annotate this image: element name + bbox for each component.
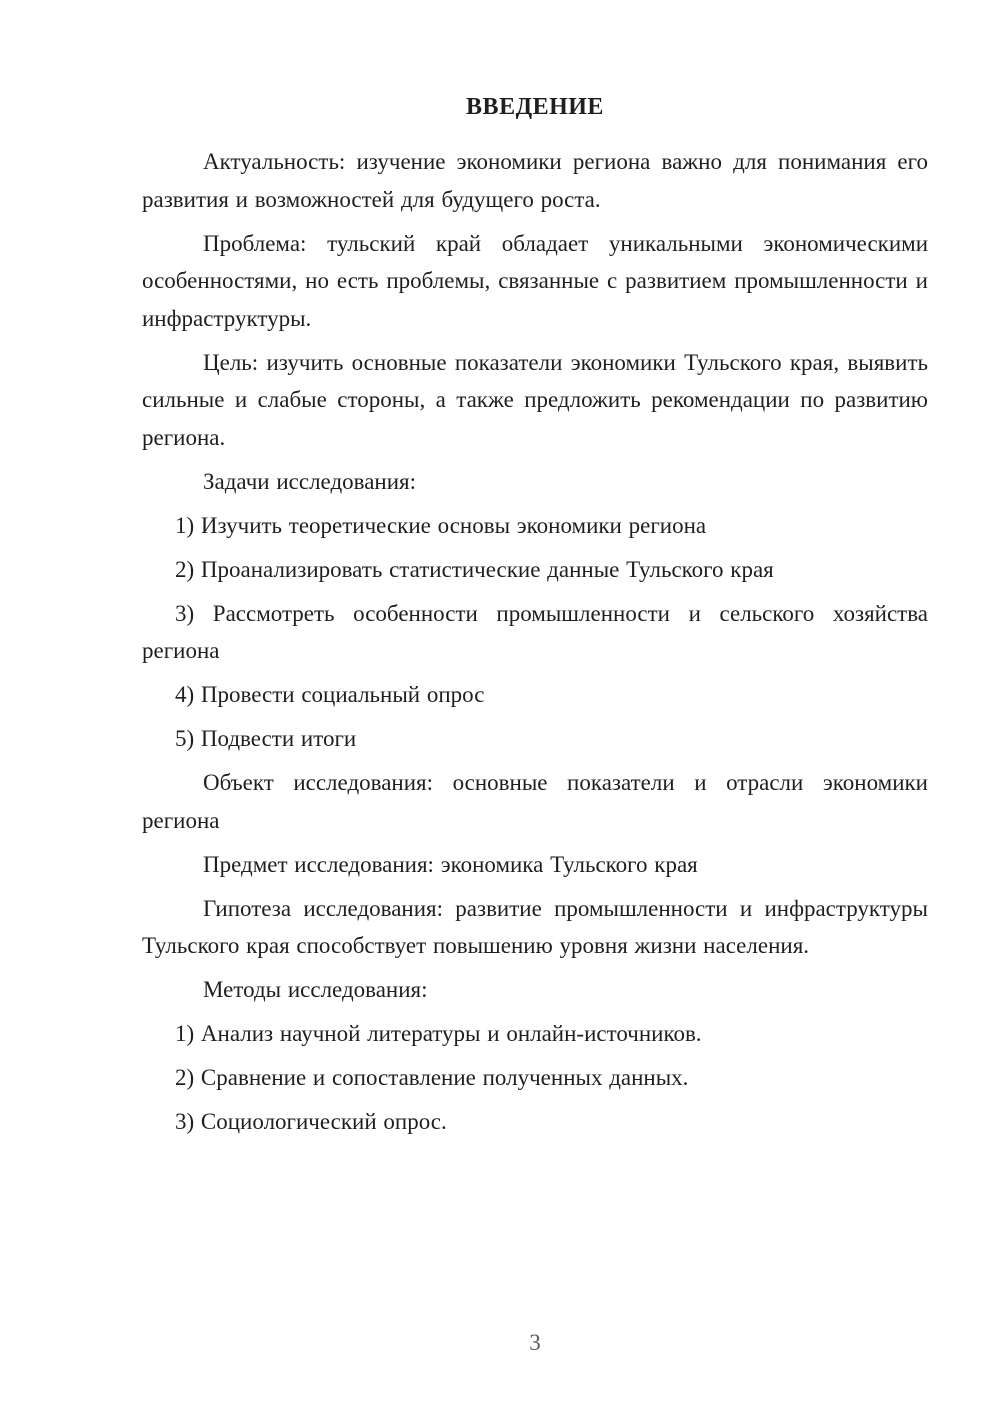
list-item-task-2: 2) Проанализировать статистические данные Тульского края (175, 556, 774, 582)
list-item-method-2: 2) Сравнение и сопоставление полученных данных. (175, 1065, 689, 1090)
paragraph-subject: Предмет исследования: экономика Тульского края (203, 851, 698, 877)
paragraph-goal: Цель: изучить основные показатели экономики Тульского края, выявить сильные и слабые стороны, а также предложить рекомендации по развитию региона. (142, 349, 928, 450)
list-item-method-3: 3) Социологический опрос. (175, 1109, 447, 1134)
list-item-task-5: 5) Подвести итоги (175, 726, 357, 751)
paragraph-tasks-heading: Задачи исследования: (203, 468, 417, 494)
paragraph-hypothesis: Гипотеза исследования: развитие промышленности и инфраструктуры Тульского края способствует повышению уровня жизни населения. (142, 895, 928, 958)
page-number: 3 (529, 1330, 541, 1355)
section-title: ВВЕДЕНИЕ (466, 94, 604, 120)
paragraph-object: Объект исследования: основные показатели и отрасли экономики региона (142, 770, 928, 833)
paragraph-methods-heading: Методы исследования: (203, 977, 428, 1002)
list-item-task-3: 3) Рассмотреть особенности промышленности и сельского хозяйства региона (142, 600, 928, 663)
list-item-task-4: 4) Провести социальный опрос (175, 682, 485, 707)
paragraph-problem: Проблема: тульский край обладает уникальными экономическими особенностями, но есть проблемы, связанные с развитием промышленности и инфраструктуры. (142, 230, 928, 331)
paragraph-relevance: Актуальность: изучение экономики региона важно для понимания его развития и возможностей для будущего роста. (142, 149, 928, 212)
list-item-method-1: 1) Анализ научной литературы и онлайн-источников. (175, 1021, 702, 1046)
list-item-task-1: 1) Изучить теоретические основы экономики региона (175, 512, 707, 538)
